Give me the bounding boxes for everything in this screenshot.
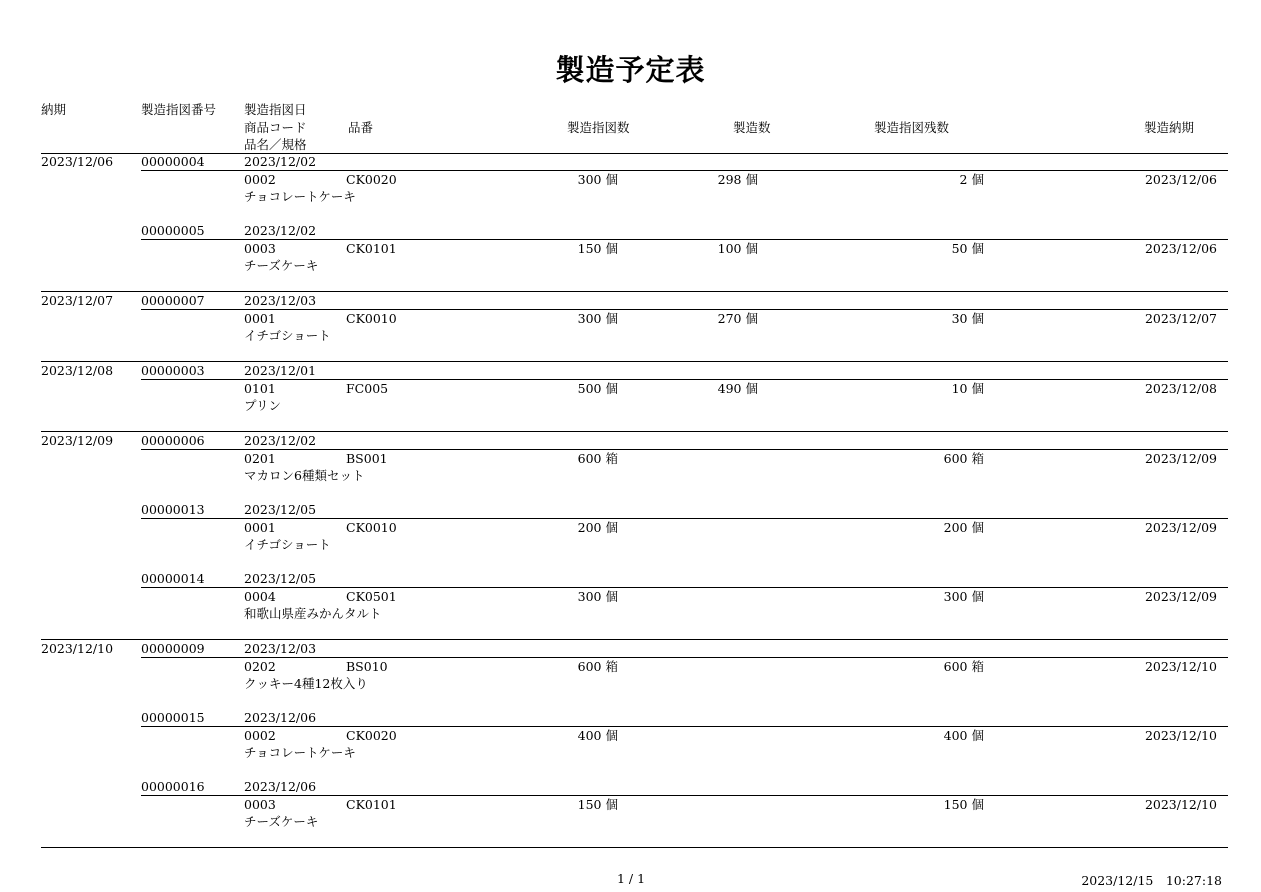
order-qty-value: 150 — [577, 241, 602, 256]
order-number: 00000003 — [141, 363, 205, 378]
row-rule — [141, 449, 1228, 450]
part-number: CK0020 — [346, 728, 397, 743]
made-qty-unit: 個 — [745, 311, 758, 326]
table-row — [41, 153, 1228, 222]
remain-qty-value: 300 — [943, 589, 968, 604]
product-name: イチゴショート — [244, 328, 331, 343]
row-rule — [141, 518, 1228, 519]
group-rule — [41, 847, 1228, 848]
made-qty — [681, 380, 758, 397]
order-qty-value: 150 — [577, 797, 602, 812]
order-date: 2023/12/06 — [244, 710, 317, 725]
order-qty-value: 500 — [577, 381, 602, 396]
made-qty-value: 270 — [717, 311, 742, 326]
order-qty-unit: 個 — [605, 241, 618, 256]
order-date: 2023/12/03 — [244, 293, 317, 308]
made-due-date: 2023/12/09 — [1144, 451, 1217, 466]
due-date: 2023/12/10 — [41, 641, 114, 656]
part-number: BS010 — [346, 659, 388, 674]
product-name: クッキー4種12枚入り — [244, 676, 368, 691]
order-qty — [541, 171, 618, 188]
order-number: 00000009 — [141, 641, 205, 656]
remain-qty-value: 600 — [943, 659, 968, 674]
made-qty-unit: 個 — [745, 172, 758, 187]
row-rule — [141, 587, 1228, 588]
print-timestamp: 2023/12/15 10:27:18 — [1081, 873, 1222, 888]
part-number: CK0101 — [346, 241, 397, 256]
product-code: 0001 — [244, 520, 276, 535]
order-qty — [541, 240, 618, 257]
order-qty-unit: 個 — [605, 172, 618, 187]
remain-qty — [907, 380, 984, 397]
header-product-code: 商品コード — [244, 120, 307, 135]
due-group — [41, 640, 1228, 848]
table-row — [41, 640, 1228, 709]
row-rule — [141, 726, 1228, 727]
product-name: チョコレートケーキ — [244, 745, 356, 760]
order-number: 00000007 — [141, 293, 205, 308]
report-body — [41, 153, 1228, 848]
remain-qty — [907, 240, 984, 257]
product-code: 0004 — [244, 589, 276, 604]
due-group — [41, 292, 1228, 362]
remain-qty — [907, 171, 984, 188]
product-code: 0202 — [244, 659, 276, 674]
product-code: 0003 — [244, 797, 276, 812]
made-due-date: 2023/12/10 — [1144, 728, 1217, 743]
order-number: 00000015 — [141, 710, 205, 725]
order-qty-value: 300 — [577, 311, 602, 326]
remain-qty-unit: 個 — [971, 381, 984, 396]
remain-qty-value: 2 — [959, 172, 968, 187]
part-number: CK0101 — [346, 797, 397, 812]
remain-qty-value: 400 — [943, 728, 968, 743]
remain-qty-unit: 個 — [971, 241, 984, 256]
order-qty — [541, 588, 618, 605]
due-date: 2023/12/06 — [41, 154, 114, 169]
product-name: チョコレートケーキ — [244, 189, 356, 204]
order-date: 2023/12/02 — [244, 154, 317, 169]
remain-qty — [907, 450, 984, 467]
table-row — [41, 222, 1228, 291]
order-date: 2023/12/03 — [244, 641, 317, 656]
made-due-date: 2023/12/10 — [1144, 659, 1217, 674]
due-group — [41, 362, 1228, 432]
remain-qty — [907, 588, 984, 605]
order-qty — [541, 727, 618, 744]
product-code: 0003 — [244, 241, 276, 256]
part-number: CK0010 — [346, 311, 397, 326]
table-row — [41, 570, 1228, 639]
order-qty-unit: 個 — [605, 520, 618, 535]
order-qty-unit: 個 — [605, 589, 618, 604]
order-qty-value: 600 — [577, 451, 602, 466]
table-row — [41, 778, 1228, 847]
row-rule — [141, 657, 1228, 658]
due-group — [41, 153, 1228, 292]
remain-qty — [907, 310, 984, 327]
made-qty-unit: 個 — [745, 381, 758, 396]
order-qty-value: 200 — [577, 520, 602, 535]
made-due-date: 2023/12/06 — [1144, 172, 1217, 187]
remain-qty — [907, 519, 984, 536]
remain-qty — [907, 727, 984, 744]
order-qty-unit: 箱 — [605, 659, 618, 674]
table-row — [41, 501, 1228, 570]
remain-qty-value: 200 — [943, 520, 968, 535]
made-due-date: 2023/12/09 — [1144, 520, 1217, 535]
order-qty-value: 400 — [577, 728, 602, 743]
table-row — [41, 292, 1228, 361]
column-header — [41, 101, 1228, 153]
part-number: CK0020 — [346, 172, 397, 187]
order-qty-unit: 個 — [605, 728, 618, 743]
remain-qty-unit: 個 — [971, 797, 984, 812]
made-qty — [681, 240, 758, 257]
remain-qty-value: 50 — [951, 241, 968, 256]
part-number: CK0501 — [346, 589, 397, 604]
order-qty-value: 300 — [577, 172, 602, 187]
order-qty-unit: 箱 — [605, 451, 618, 466]
made-due-date: 2023/12/08 — [1144, 381, 1217, 396]
order-number: 00000013 — [141, 502, 205, 517]
product-code: 0201 — [244, 451, 276, 466]
header-order-qty: 製造指図数 — [567, 120, 630, 135]
part-number: BS001 — [346, 451, 388, 466]
order-number: 00000004 — [141, 154, 205, 169]
remain-qty-unit: 個 — [971, 172, 984, 187]
due-date: 2023/12/09 — [41, 433, 114, 448]
made-due-date: 2023/12/06 — [1144, 241, 1217, 256]
product-name: チーズケーキ — [244, 258, 319, 273]
order-qty-unit: 個 — [605, 381, 618, 396]
remain-qty-value: 600 — [943, 451, 968, 466]
due-date: 2023/12/07 — [41, 293, 114, 308]
order-qty-value: 600 — [577, 659, 602, 674]
order-date: 2023/12/05 — [244, 502, 317, 517]
made-qty-value: 298 — [717, 172, 742, 187]
product-name: プリン — [244, 398, 282, 413]
order-date: 2023/12/02 — [244, 223, 317, 238]
remain-qty-unit: 個 — [971, 728, 984, 743]
order-date: 2023/12/06 — [244, 779, 317, 794]
product-code: 0002 — [244, 728, 276, 743]
header-name-spec: 品名／規格 — [244, 137, 307, 152]
header-order-date: 製造指図日 — [244, 102, 307, 117]
table-row — [41, 362, 1228, 431]
row-rule — [141, 795, 1228, 796]
order-qty — [541, 450, 618, 467]
order-number: 00000005 — [141, 223, 205, 238]
remain-qty-value: 10 — [951, 381, 968, 396]
product-name: イチゴショート — [244, 537, 331, 552]
remain-qty-unit: 個 — [971, 520, 984, 535]
order-number: 00000014 — [141, 571, 205, 586]
order-qty — [541, 796, 618, 813]
made-due-date: 2023/12/10 — [1144, 797, 1217, 812]
product-name: チーズケーキ — [244, 814, 319, 829]
part-number: FC005 — [346, 381, 389, 396]
order-qty-value: 300 — [577, 589, 602, 604]
order-qty-unit: 個 — [605, 311, 618, 326]
header-order-no: 製造指図番号 — [141, 102, 217, 117]
header-remain-qty: 製造指図残数 — [874, 120, 950, 135]
due-group — [41, 432, 1228, 640]
made-due-date: 2023/12/09 — [1144, 589, 1217, 604]
remain-qty-value: 150 — [943, 797, 968, 812]
remain-qty-value: 30 — [951, 311, 968, 326]
table-row — [41, 432, 1228, 501]
remain-qty-unit: 箱 — [971, 451, 984, 466]
remain-qty — [907, 658, 984, 675]
made-qty-unit: 個 — [745, 241, 758, 256]
made-due-date: 2023/12/07 — [1144, 311, 1217, 326]
header-made-qty: 製造数 — [733, 120, 771, 135]
order-date: 2023/12/02 — [244, 433, 317, 448]
order-number: 00000006 — [141, 433, 205, 448]
part-number: CK0010 — [346, 520, 397, 535]
header-made-due: 製造納期 — [1144, 120, 1195, 135]
product-code: 0001 — [244, 311, 276, 326]
product-name: 和歌山県産みかんタルト — [244, 606, 382, 621]
remain-qty-unit: 個 — [971, 589, 984, 604]
product-code: 0101 — [244, 381, 276, 396]
header-part-no: 品番 — [348, 120, 374, 135]
remain-qty-unit: 箱 — [971, 659, 984, 674]
order-qty — [541, 658, 618, 675]
order-qty-unit: 個 — [605, 797, 618, 812]
order-qty — [541, 380, 618, 397]
made-qty-value: 100 — [717, 241, 742, 256]
made-qty-value: 490 — [717, 381, 742, 396]
order-number: 00000016 — [141, 779, 205, 794]
made-qty — [681, 310, 758, 327]
header-due: 納期 — [41, 102, 67, 117]
remain-qty-unit: 個 — [971, 311, 984, 326]
report-title: 製造予定表 — [555, 53, 706, 87]
remain-qty — [907, 796, 984, 813]
order-qty — [541, 519, 618, 536]
order-date: 2023/12/05 — [244, 571, 317, 586]
due-date: 2023/12/08 — [41, 363, 114, 378]
made-qty — [681, 171, 758, 188]
page-number: 1 / 1 — [617, 871, 646, 886]
product-name: マカロン6種類セット — [244, 468, 365, 483]
order-qty — [541, 310, 618, 327]
table-row — [41, 709, 1228, 778]
product-code: 0002 — [244, 172, 276, 187]
order-date: 2023/12/01 — [244, 363, 317, 378]
